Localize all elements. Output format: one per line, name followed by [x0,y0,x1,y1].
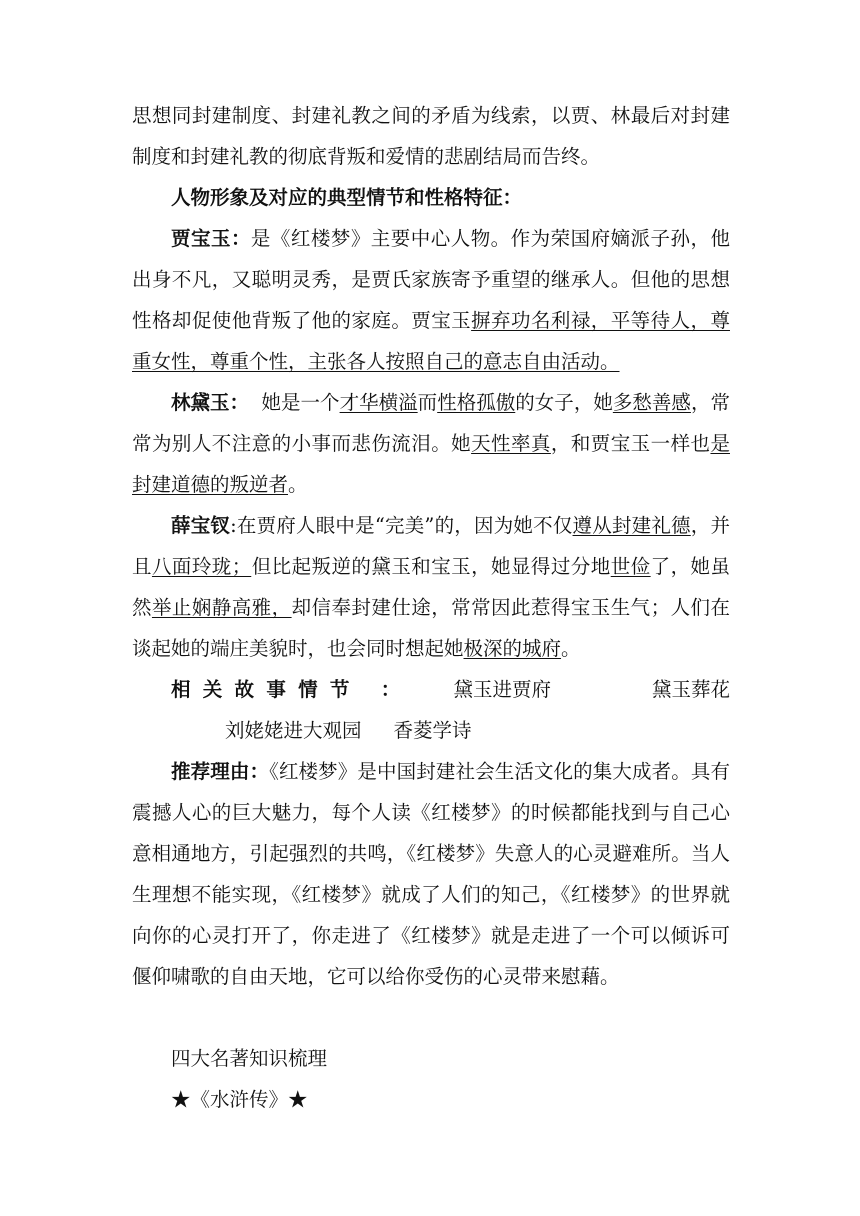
reason-text: 《红楼梦》是中国封建社会生活文化的集大成者。具有震撼人心的巨大魅力，每个人读《红楼梦》的时候都能找到与自己心意相通地方，引起强烈的共鸣，《红楼梦》失意人的心灵避难所。当人生理想不能实现，《红楼梦》就成了人们的知己，《红楼梦》的世界就向你的心灵打开了，你走进了《红楼梦》就是走进了一个可以倾诉可偃仰啸歌的自由天地，它可以给你受伤的心灵带来慰藉。 [132,760,730,988]
daiyu-text-6: 。 [288,473,308,496]
daiyu-trait-proud: 性格孤傲 [437,391,516,414]
baochai-trait-tactful: 八面玲珑； [151,555,252,578]
baochai-text-1: :在贾府人眼中是“完美”的，因为她不仅 [230,514,573,537]
baoyu-underlined-traits: 摒弃功名利禄，平等待人，尊重女性，尊重个性，主张各人按照自己的意志自由活动。 [132,309,730,373]
daiyu-text-5: ，和贾宝玉一样也 [550,432,711,455]
baochai-text-4: 了，她虽然 [132,555,730,619]
document-page [132,95,730,1120]
baochai-trait-worldly: 世俭 [610,555,651,578]
stories-paragraph [132,669,730,751]
story-item: 黛玉进贾府 [453,678,551,701]
daiyu-trait-sensitive: 多愁善感 [612,391,691,414]
daiyu-text-2: 而 [417,391,438,414]
baochai-text-6: 。 [561,637,581,660]
blank-line [132,997,730,1038]
baochai-text-5: 却信奉封建仕途，常常因此惹得宝玉生气；人们在谈起她的端庄美貌时，也会同时想起她 [132,596,730,660]
characters-heading: 人物形象及对应的典型情节和性格特征： [171,186,523,209]
intro-paragraph: 思想同封建制度、封建礼教之间的矛盾为线索，以贾、林最后对封建制度和封建礼教的彻底背叛和爱情的悲剧结局而告终。 [132,104,730,168]
reason-label: 推荐理由： [171,760,270,783]
baoyu-name: 贾宝玉： [171,227,251,250]
baochai-trait-shrewd: 极深的城府 [463,637,562,660]
baochai-paragraph [132,505,730,669]
story-item: 刘姥姥进大观园 [225,719,362,742]
baochai-text-2: ，并且 [132,514,730,578]
daiyu-text-1: 她是一个 [249,391,340,414]
section-subtitle: ★《水浒传》★ [171,1088,308,1111]
story-item: 香菱学诗 [393,719,472,742]
baochai-text-3: 但比起叛逆的黛玉和宝玉，她显得过分地 [251,555,611,578]
daiyu-text-3: 的女子，她 [515,391,613,414]
stories-label: 相关故事情节 ： [171,678,413,701]
daiyu-trait-rebel: 是封建道德的叛逆者 [132,432,730,496]
baochai-name: 薛宝钗 [171,514,231,537]
daiyu-trait-talent: 才华横溢 [339,391,418,414]
section-title: 四大名著知识梳理 [171,1047,328,1070]
baochai-trait-ethics: 遵从封建礼德 [572,514,691,537]
reason-paragraph [132,751,730,997]
daiyu-paragraph [132,382,730,505]
story-item: 黛玉葬花 [651,678,730,701]
baochai-trait-elegant: 举止娴静高雅， [151,596,292,619]
daiyu-text-4: ，常常为别人不注意的小事而悲伤流泪。她 [132,391,730,455]
baoyu-paragraph [132,218,730,382]
daiyu-name: 林黛玉： [171,391,250,414]
baoyu-text: 是《红楼梦》主要中心人物。作为荣国府嫡派子孙，他出身不凡，又聪明灵秀，是贾氏家族寄予重望的继承人。但他的思想性格却促使他背叛了他的家庭。贾宝玉 [132,227,730,332]
daiyu-trait-sincere: 天性率真 [471,432,551,455]
